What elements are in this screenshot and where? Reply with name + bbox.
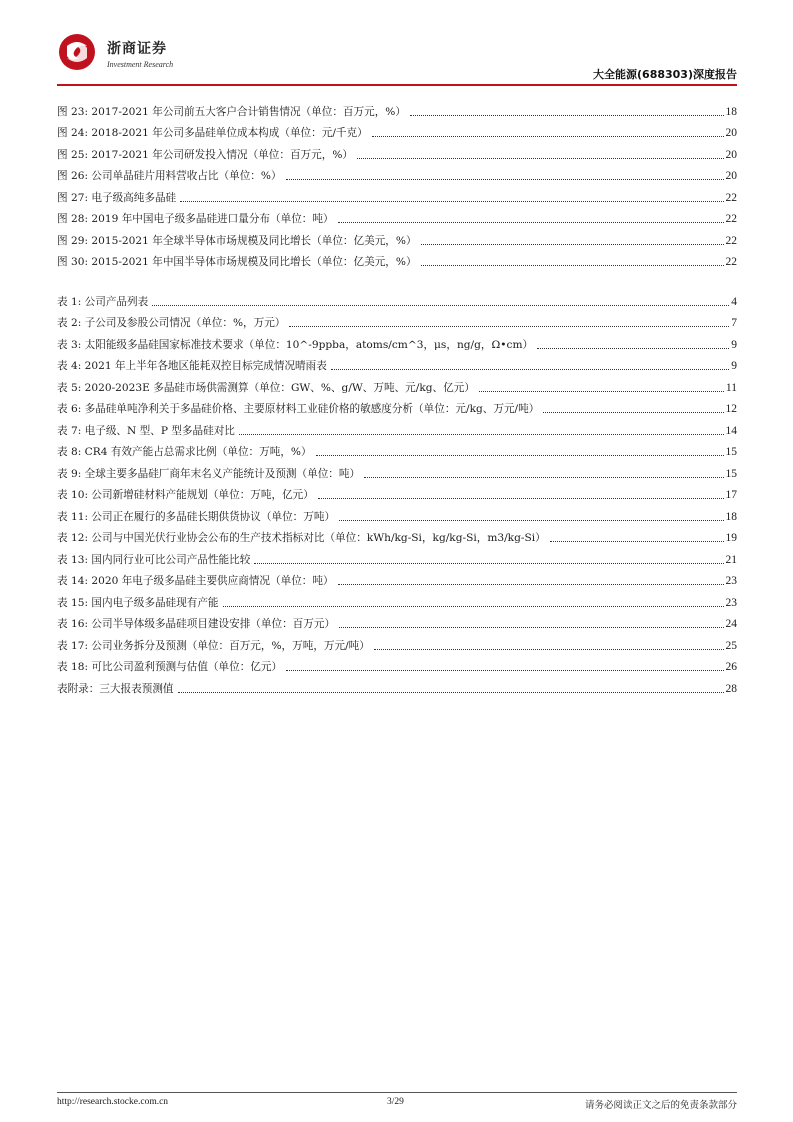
figure-toc-entry-page-number: 22 bbox=[725, 213, 737, 225]
logo-mark-icon bbox=[57, 32, 97, 72]
figure-toc-entry[interactable] bbox=[57, 140, 737, 162]
table-toc-entry[interactable] bbox=[57, 373, 737, 395]
figure-toc-entry-label: 图 27: 电子级高纯多晶硅 bbox=[57, 191, 177, 204]
table-toc-entry-label: 表 12: 公司与中国光伏行业协会公布的生产技术指标对比（单位：kWh/kg-Si，kg/kg-Si，m3/kg-Si） bbox=[57, 532, 546, 544]
table-toc-entry[interactable] bbox=[57, 287, 737, 309]
table-toc-entry[interactable] bbox=[57, 502, 737, 524]
table-toc-entry-page-number: 24 bbox=[725, 618, 737, 630]
table-toc-entry-label: 表 13: 国内同行业可比公司产品性能比较 bbox=[57, 553, 251, 566]
table-toc-entry-page-number: 28 bbox=[725, 682, 737, 695]
figure-toc-entry-label: 图 29: 2015-2021 年全球半导体市场规模及同比增长（单位：亿美元，%） bbox=[57, 234, 417, 247]
dot-leader bbox=[286, 178, 724, 180]
table-toc-entry-label: 表 9: 全球主要多晶硅厂商年末名义产能统计及预测（单位：吨） bbox=[57, 467, 361, 480]
dot-leader bbox=[254, 562, 723, 564]
table-toc-entry-label: 表 14: 2020 年电子级多晶硅主要供应商情况（单位：吨） bbox=[57, 575, 334, 587]
table-toc-entry[interactable] bbox=[57, 352, 737, 374]
page-header bbox=[57, 28, 737, 86]
table-toc-entry-page-number: 25 bbox=[725, 639, 737, 652]
figure-toc-entry[interactable] bbox=[57, 119, 737, 141]
figure-toc-entry-page-number: 22 bbox=[725, 191, 737, 204]
table-toc-entry-label: 表 2: 子公司及参股公司情况（单位：%，万元） bbox=[57, 317, 286, 329]
figure-toc-entry-label: 图 28: 2019 年中国电子级多晶硅进口量分布（单位：吨） bbox=[57, 213, 334, 225]
table-toc-entry-page-number: 9 bbox=[731, 338, 737, 351]
dot-leader bbox=[410, 114, 724, 116]
table-toc-entry-label: 表 6: 多晶硅单吨净利关于多晶硅价格、主要原材料工业硅价格的敏感度分析（单位：元/kg、万元/吨） bbox=[57, 403, 540, 415]
table-toc-entry-label: 表 1: 公司产品列表 bbox=[57, 295, 149, 308]
table-toc-entry-label: 表 7: 电子级、N 型、P 型多晶硅对比 bbox=[57, 424, 235, 437]
table-toc-entry[interactable] bbox=[57, 610, 737, 632]
figure-toc-entry-label: 图 25: 2017-2021 年公司研发投入情况（单位：百万元，%） bbox=[57, 148, 353, 161]
table-toc-entry-page-number: 23 bbox=[725, 596, 737, 609]
figure-toc-entry-label: 图 30: 2015-2021 年中国半导体市场规模及同比增长（单位：亿美元，%） bbox=[57, 256, 417, 268]
dot-leader bbox=[421, 264, 724, 266]
figure-toc-entry[interactable] bbox=[57, 183, 737, 205]
table-toc-entry-page-number: 18 bbox=[725, 510, 737, 523]
figure-toc-entry-page-number: 22 bbox=[725, 234, 737, 247]
figure-list bbox=[57, 97, 737, 269]
table-toc-entry[interactable] bbox=[57, 524, 737, 546]
table-toc-entry-page-number: 4 bbox=[731, 295, 737, 308]
dot-leader bbox=[339, 626, 723, 628]
dot-leader bbox=[421, 243, 724, 245]
dot-leader bbox=[537, 347, 729, 349]
dot-leader bbox=[372, 135, 724, 137]
table-toc-entry[interactable] bbox=[57, 545, 737, 567]
dot-leader bbox=[338, 583, 724, 585]
dot-leader bbox=[543, 411, 723, 413]
table-toc-entry-label: 表 8: CR4 有效产能占总需求比例（单位：万吨，%） bbox=[57, 446, 312, 458]
logo-chinese-name: 浙商证券 bbox=[107, 41, 167, 57]
dot-leader bbox=[318, 497, 724, 499]
dot-leader bbox=[289, 325, 729, 327]
footer-page-number: 3/29 bbox=[387, 1097, 404, 1107]
dot-leader bbox=[339, 519, 723, 521]
header-divider bbox=[57, 84, 737, 86]
table-toc-entry-page-number: 19 bbox=[725, 532, 737, 544]
table-toc-entry-page-number: 12 bbox=[725, 403, 737, 415]
table-toc-entry[interactable] bbox=[57, 588, 737, 610]
figure-toc-entry-page-number: 20 bbox=[725, 127, 737, 139]
table-toc-entry-page-number: 15 bbox=[725, 467, 737, 480]
table-toc-entry-page-number: 9 bbox=[731, 360, 737, 372]
figure-toc-entry-label: 图 23: 2017-2021 年公司前五大客户合计销售情况（单位：百万元，%） bbox=[57, 105, 406, 118]
table-toc-entry-label: 表 11: 公司正在履行的多晶硅长期供货协议（单位：万吨） bbox=[57, 510, 336, 523]
dot-leader bbox=[286, 669, 723, 671]
table-toc-entry-page-number: 21 bbox=[725, 553, 737, 566]
dot-leader bbox=[180, 200, 723, 202]
table-toc-entry-page-number: 23 bbox=[725, 575, 737, 587]
table-toc-entry-page-number: 11 bbox=[725, 381, 737, 394]
figure-toc-entry[interactable] bbox=[57, 226, 737, 248]
table-list bbox=[57, 287, 737, 696]
figure-toc-entry-page-number: 20 bbox=[725, 148, 737, 161]
dot-leader bbox=[357, 157, 724, 159]
page-footer bbox=[57, 1092, 737, 1112]
table-toc-entry-label: 表 5: 2020-2023E 多晶硅市场供需测算（单位：GW、%、g/W、万吨、元/kg、亿元） bbox=[57, 381, 475, 394]
table-toc-entry[interactable] bbox=[57, 567, 737, 589]
table-toc-entry-page-number: 15 bbox=[725, 446, 737, 458]
table-toc-entry-label: 表 18: 可比公司盈利预测与估值（单位：亿元） bbox=[57, 661, 283, 673]
table-toc-entry[interactable] bbox=[57, 309, 737, 331]
figure-toc-entry-page-number: 22 bbox=[725, 256, 737, 268]
table-toc-entry-label: 表附录：三大报表预测值 bbox=[57, 682, 174, 695]
table-toc-entry[interactable] bbox=[57, 395, 737, 417]
table-toc-entry[interactable] bbox=[57, 631, 737, 653]
table-toc-entry[interactable] bbox=[57, 330, 737, 352]
table-toc-entry-label: 表 16: 公司半导体级多晶硅项目建设安排（单位：百万元） bbox=[57, 618, 336, 630]
footer-divider bbox=[57, 1092, 737, 1093]
logo-english-name: Investment Research bbox=[107, 60, 174, 69]
dot-leader bbox=[364, 476, 723, 478]
table-toc-entry[interactable] bbox=[57, 481, 737, 503]
figure-toc-entry[interactable] bbox=[57, 162, 737, 184]
footer-disclaimer: 请务必阅读正文之后的免责条款部分 bbox=[584, 1100, 737, 1111]
table-toc-entry-label: 表 3: 太阳能级多晶硅国家标准技术要求（单位：10^-9ppba，atoms/cm^3，μs，ng/g，Ω•cm） bbox=[57, 338, 534, 351]
table-toc-entry-label: 表 15: 国内电子级多晶硅现有产能 bbox=[57, 596, 219, 609]
table-toc-entry-page-number: 17 bbox=[725, 489, 737, 501]
figure-toc-entry[interactable] bbox=[57, 248, 737, 270]
figure-toc-entry[interactable] bbox=[57, 97, 737, 119]
figure-toc-entry-page-number: 18 bbox=[725, 105, 737, 118]
company-logo bbox=[57, 32, 187, 72]
table-toc-entry[interactable] bbox=[57, 674, 737, 696]
table-toc-entry[interactable] bbox=[57, 438, 737, 460]
dot-leader bbox=[338, 221, 724, 223]
table-toc-entry-page-number: 7 bbox=[731, 317, 737, 329]
table-toc-entry-page-number: 26 bbox=[725, 661, 737, 673]
dot-leader bbox=[331, 368, 729, 370]
report-title: 大全能源(688303)深度报告 bbox=[593, 68, 737, 81]
dot-leader bbox=[239, 433, 724, 435]
table-toc-entry-label: 表 10: 公司新增硅材料产能规划（单位：万吨，亿元） bbox=[57, 489, 314, 501]
figure-toc-entry-label: 图 24: 2018-2021 年公司多晶硅单位成本构成（单位：元/千克） bbox=[57, 127, 368, 139]
table-toc-entry-label: 表 17: 公司业务拆分及预测（单位：百万元，%，万吨，万元/吨） bbox=[57, 639, 370, 652]
footer-url-link[interactable]: http://research.stocke.com.cn bbox=[57, 1097, 169, 1107]
table-toc-entry-page-number: 14 bbox=[725, 424, 737, 437]
table-toc-entry[interactable] bbox=[57, 416, 737, 438]
dot-leader bbox=[223, 605, 724, 607]
table-toc-entry-label: 表 4: 2021 年上半年各地区能耗双控目标完成情况晴雨表 bbox=[57, 360, 327, 372]
figure-toc-entry-page-number: 20 bbox=[725, 170, 737, 182]
figure-toc-entry[interactable] bbox=[57, 205, 737, 227]
dot-leader bbox=[374, 648, 724, 650]
figure-toc-entry-label: 图 26: 公司单晶硅片用料营收占比（单位：%） bbox=[57, 170, 282, 182]
dot-leader bbox=[152, 304, 729, 306]
table-toc-entry[interactable] bbox=[57, 459, 737, 481]
dot-leader bbox=[316, 454, 724, 456]
dot-leader bbox=[550, 540, 724, 542]
table-toc-entry[interactable] bbox=[57, 653, 737, 675]
dot-leader bbox=[178, 691, 724, 693]
dot-leader bbox=[479, 390, 724, 392]
